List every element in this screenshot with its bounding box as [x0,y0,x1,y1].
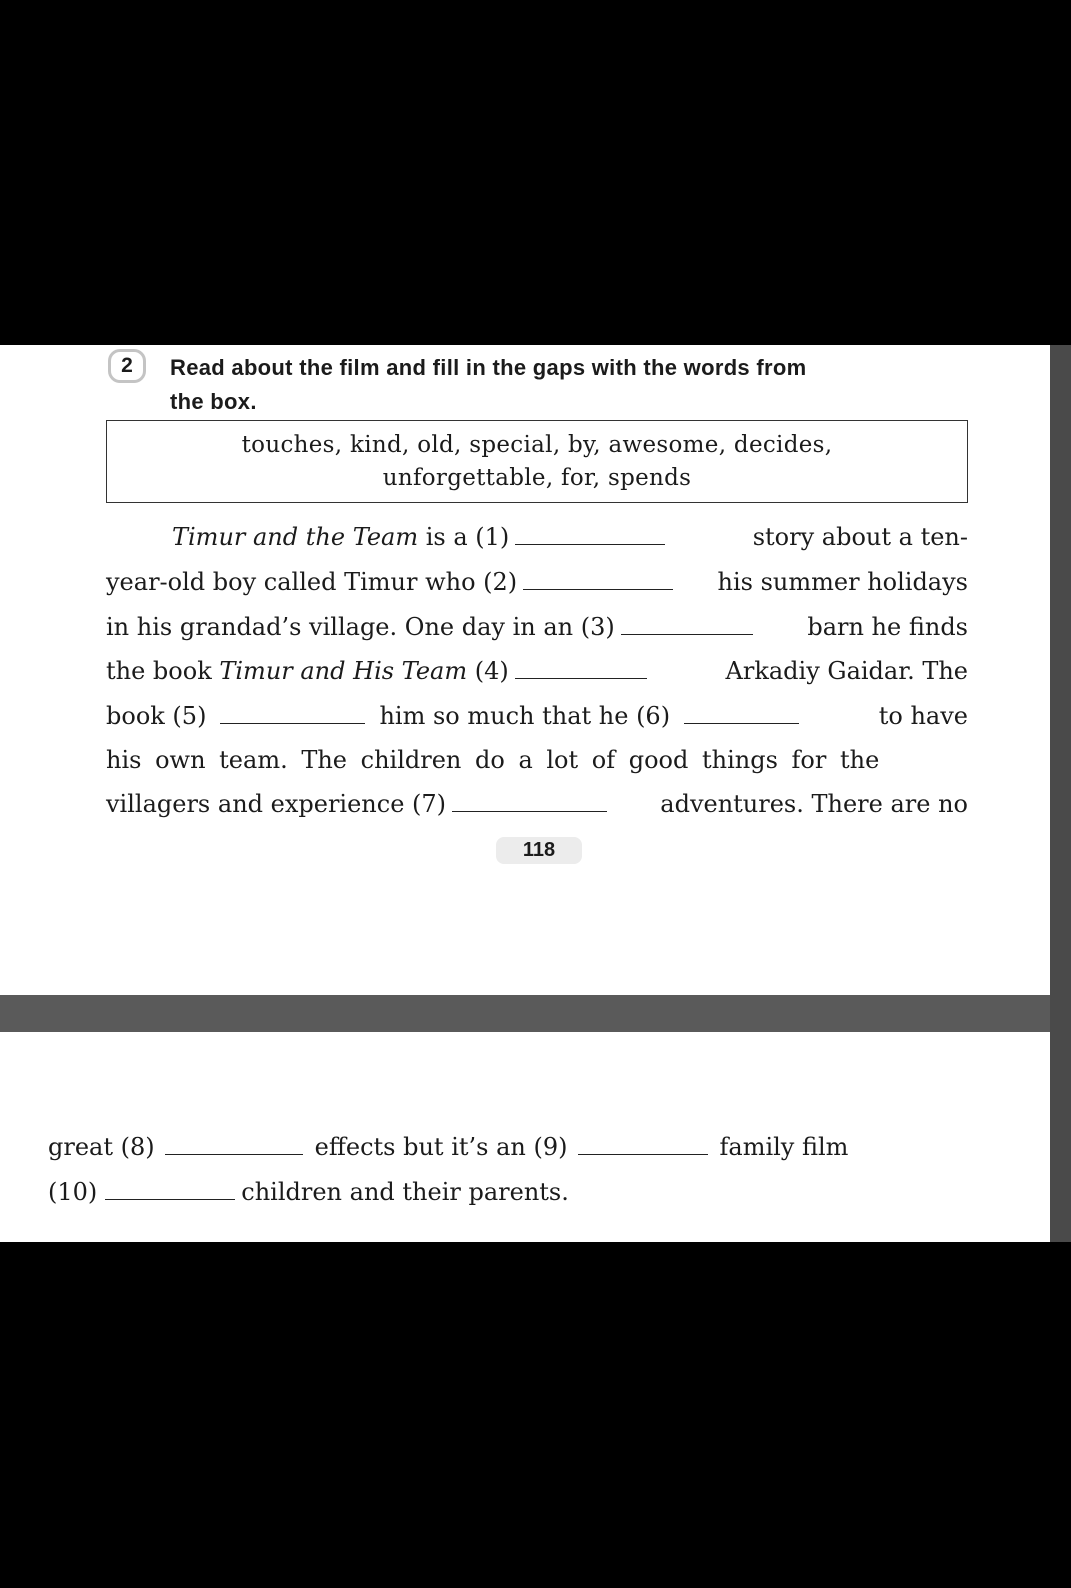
task-instruction-line2: the box. [170,389,257,414]
gap-2-blank[interactable] [523,567,673,590]
page-number: 118 [496,837,582,864]
textbook-page-bottom [0,1032,1050,1242]
text-line-2 [106,562,968,602]
text-line-1 [106,517,968,557]
book-title: Timur and His Team [219,657,468,685]
text-segment: family film [719,1133,849,1161]
text-segment: (4) [467,657,509,685]
text-segment: year-old boy called Timur who (2) [106,568,518,596]
textbook-page-top [0,345,1050,995]
text-line-7 [106,784,968,824]
gap-4-blank[interactable] [515,656,647,679]
text-segment: barn he finds [807,613,968,641]
text-segment: story about a ten- [752,523,968,551]
task-number-badge: 2 [108,349,146,383]
text-segment: adventures. There are no [660,790,968,818]
word-box-line2: unforgettable, for, spends [382,465,692,491]
text-segment: to have [878,702,968,730]
text-segment: him so much that he (6) [379,702,671,730]
text-line-3 [106,607,968,647]
gap-7-blank[interactable] [452,789,607,812]
text-segment: book (5) [106,702,207,730]
page-separator [0,995,1050,1032]
gap-3-blank[interactable] [621,612,753,635]
text-segment: is a (1) [418,523,510,551]
text-line-4 [106,651,968,691]
film-title: Timur and the Team [172,523,419,551]
page-edge-shadow [1050,345,1071,1242]
text-line-9 [48,1172,569,1212]
text-segment: his summer holidays [717,568,968,596]
text-segment: Arkadiy Gaidar. The [725,657,968,685]
text-line-8 [48,1127,908,1167]
text-segment: in his grandad’s village. One day in an (3) [106,613,615,641]
text-line-5 [106,696,968,736]
text-line-6 [106,740,968,780]
word-box [106,420,968,503]
text-segment: children and their parents. [241,1178,569,1206]
text-segment: great (8) [48,1133,155,1161]
gap-10-blank[interactable] [105,1177,235,1200]
gap-6-blank[interactable] [684,701,799,724]
text-segment: the book [106,657,220,685]
gap-5-blank[interactable] [220,701,365,724]
task-instruction [170,351,970,419]
text-segment: effects but it’s an (9) [314,1133,568,1161]
task-instruction-line1: Read about the film and fill in the gaps with the words from [170,355,807,380]
gap-1-blank[interactable] [515,522,665,545]
text-segment: (10) [48,1178,98,1206]
gap-8-blank[interactable] [165,1132,303,1155]
text-segment: villagers and experience (7) [106,790,447,818]
text-segment: his own team. The children do a lot of good things for the [106,746,880,774]
gap-9-blank[interactable] [578,1132,708,1155]
word-box-line1: touches, kind, old, special, by, awesome, decides, [241,432,833,458]
